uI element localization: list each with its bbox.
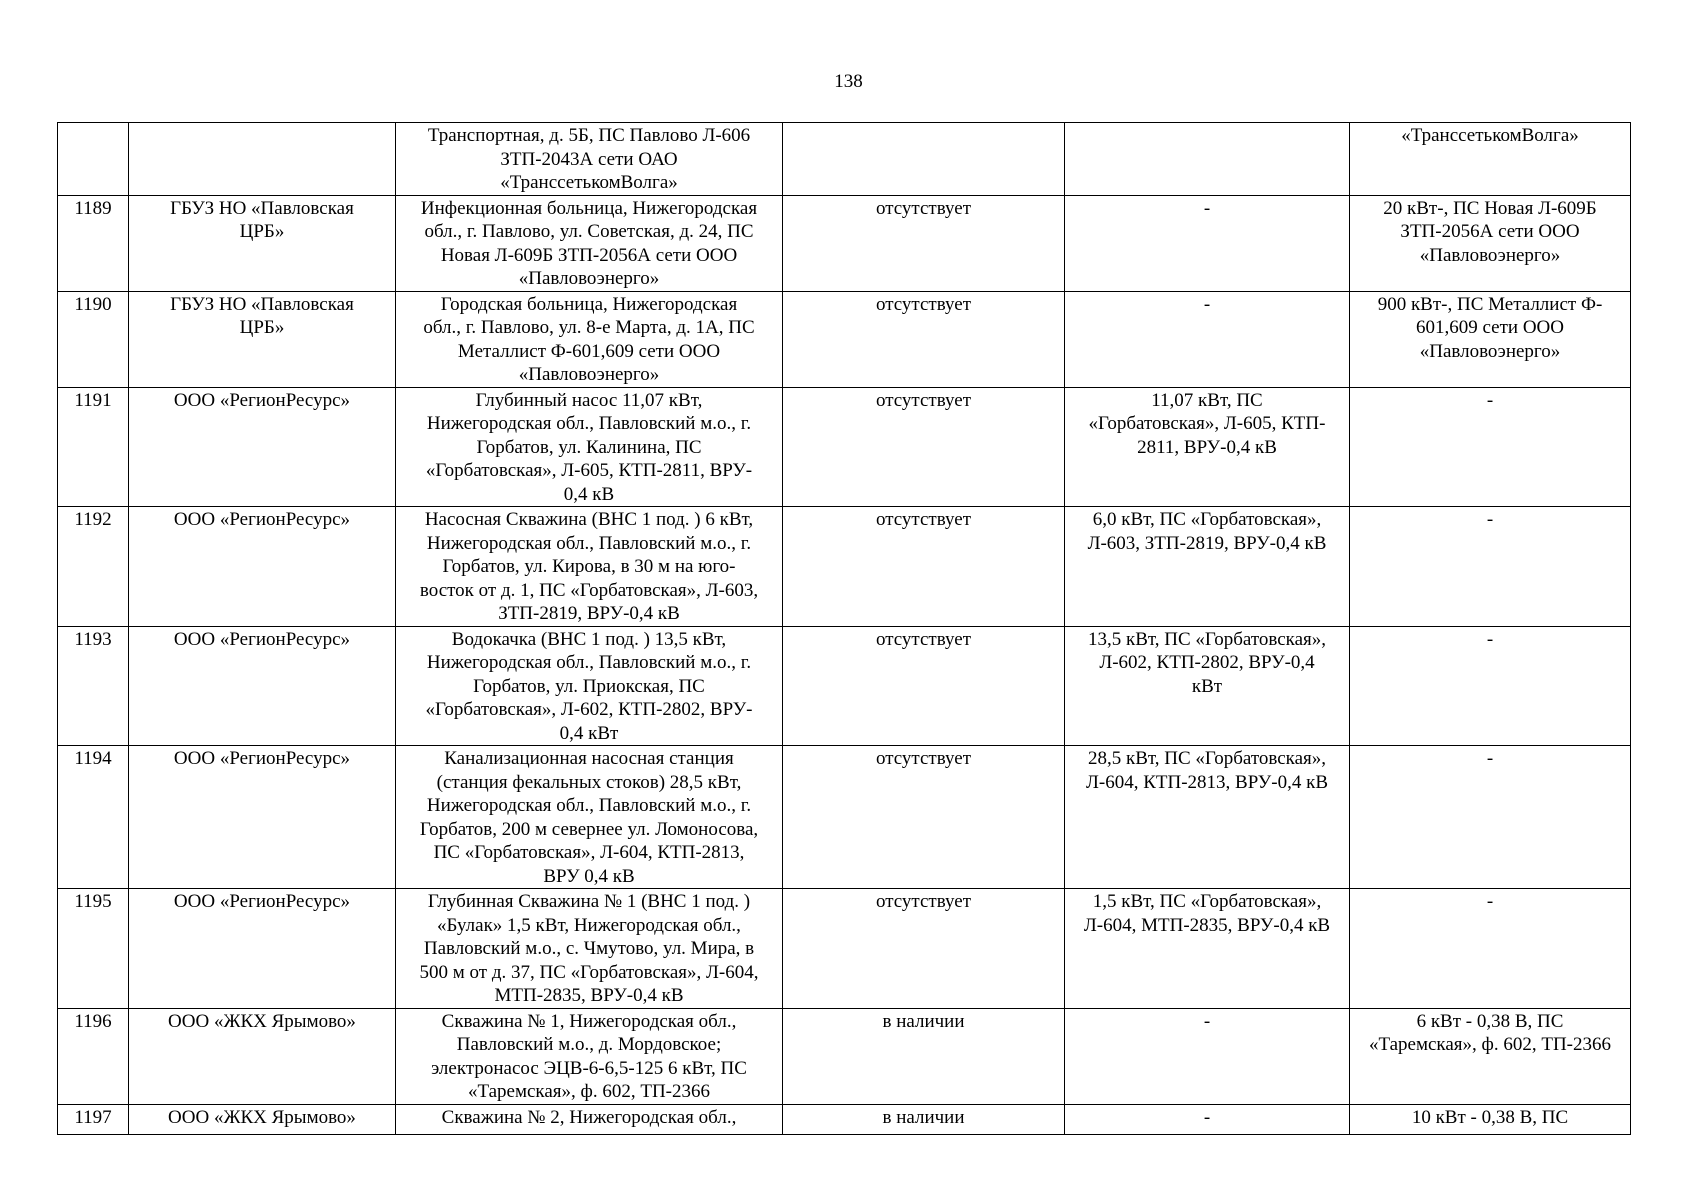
power-details: -: [1065, 1008, 1350, 1104]
row-number: 1197: [58, 1104, 129, 1134]
table-row: [58, 387, 1631, 507]
power-details: -: [1065, 195, 1350, 291]
row-number: 1194: [58, 746, 129, 889]
other-details: 900 кВт-, ПС Металлист Ф- 601,609 сети ООО «Павловоэнерго»: [1350, 291, 1631, 387]
power-details: 13,5 кВт, ПС «Горбатовская», Л-602, КТП-2802, ВРУ-0,4 кВт: [1065, 626, 1350, 746]
status: отсутствует: [783, 746, 1065, 889]
status: отсутствует: [783, 626, 1065, 746]
power-details: 1,5 кВт, ПС «Горбатовская», Л-604, МТП-2835, ВРУ-0,4 кВ: [1065, 889, 1350, 1009]
other-details: -: [1350, 507, 1631, 627]
status: отсутствует: [783, 291, 1065, 387]
table-row: [58, 195, 1631, 291]
organization: ООО «РегионРесурс»: [129, 626, 396, 746]
organization: ООО «ЖКХ Ярымово»: [129, 1008, 396, 1104]
status: в наличии: [783, 1104, 1065, 1134]
power-details: 6,0 кВт, ПС «Горбатовская», Л-603, ЗТП-2819, ВРУ-0,4 кВ: [1065, 507, 1350, 627]
object-description: Скважина № 2, Нижегородская обл.,: [396, 1104, 783, 1134]
power-details: [1065, 123, 1350, 196]
power-details: -: [1065, 1104, 1350, 1134]
other-details: 6 кВт - 0,38 В, ПС «Таремская», ф. 602, ТП-2366: [1350, 1008, 1631, 1104]
status: [783, 123, 1065, 196]
object-description: Канализационная насосная станция (станция фекальных стоков) 28,5 кВт, Нижегородская обл., Павловский м.о., г. Горбатов, 200 м севернее ул. Ломоносова, ПС «Горбатовская», Л-604, КТП-2813, ВРУ 0,4 кВ: [396, 746, 783, 889]
table-row: [58, 1104, 1631, 1134]
object-description: Транспортная, д. 5Б, ПС Павлово Л-606 ЗТП-2043А сети ОАО «ТранссетькомВолга»: [396, 123, 783, 196]
organization: ООО «РегионРесурс»: [129, 746, 396, 889]
status: отсутствует: [783, 387, 1065, 507]
row-number: 1195: [58, 889, 129, 1009]
table-row: [58, 626, 1631, 746]
row-number: 1196: [58, 1008, 129, 1104]
object-description: Водокачка (ВНС 1 под. ) 13,5 кВт, Нижегородская обл., Павловский м.о., г. Горбатов, ул. Приокская, ПС «Горбатовская», Л-602, КТП-2802, ВРУ- 0,4 кВт: [396, 626, 783, 746]
row-number: 1193: [58, 626, 129, 746]
organization: [129, 123, 396, 196]
table-row: [58, 746, 1631, 889]
object-description: Скважина № 1, Нижегородская обл., Павловский м.о., д. Мордовское; электронасос ЭЦВ-6-6,5-125 6 кВт, ПС «Таремская», ф. 602, ТП-2366: [396, 1008, 783, 1104]
table-row: [58, 123, 1631, 196]
table-row: [58, 1008, 1631, 1104]
organization: ГБУЗ НО «Павловская ЦРБ»: [129, 291, 396, 387]
organization: ООО «РегионРесурс»: [129, 387, 396, 507]
other-details: 20 кВт-, ПС Новая Л-609Б ЗТП-2056А сети ООО «Павловоэнерго»: [1350, 195, 1631, 291]
power-details: -: [1065, 291, 1350, 387]
table-row: [58, 291, 1631, 387]
status: отсутствует: [783, 507, 1065, 627]
object-description: Глубинный насос 11,07 кВт, Нижегородская обл., Павловский м.о., г. Горбатов, ул. Калинина, ПС «Горбатовская», Л-605, КТП-2811, ВРУ- 0,4 кВ: [396, 387, 783, 507]
object-description: Насосная Скважина (ВНС 1 под. ) 6 кВт, Нижегородская обл., Павловский м.о., г. Горбатов, ул. Кирова, в 30 м на юго- восток от д. 1, ПС «Горбатовская», Л-603, ЗТП-2819, ВРУ-0,4 кВ: [396, 507, 783, 627]
other-details: -: [1350, 746, 1631, 889]
power-details: 11,07 кВт, ПС «Горбатовская», Л-605, КТП- 2811, ВРУ-0,4 кВ: [1065, 387, 1350, 507]
organization: ООО «РегионРесурс»: [129, 889, 396, 1009]
page-number: 138: [834, 71, 863, 92]
other-details: «ТранссетькомВолга»: [1350, 123, 1631, 196]
row-number: 1190: [58, 291, 129, 387]
row-number: 1191: [58, 387, 129, 507]
power-details: 28,5 кВт, ПС «Горбатовская», Л-604, КТП-2813, ВРУ-0,4 кВ: [1065, 746, 1350, 889]
organization: ГБУЗ НО «Павловская ЦРБ»: [129, 195, 396, 291]
status: отсутствует: [783, 889, 1065, 1009]
other-details: -: [1350, 889, 1631, 1009]
row-number: 1192: [58, 507, 129, 627]
object-description: Инфекционная больница, Нижегородская обл., г. Павлово, ул. Советская, д. 24, ПС Новая Л-609Б ЗТП-2056А сети ООО «Павловоэнерго»: [396, 195, 783, 291]
object-description: Глубинная Скважина № 1 (ВНС 1 под. ) «Булак» 1,5 кВт, Нижегородская обл., Павловский м.о., с. Чмутово, ул. Мира, в 500 м от д. 37, ПС «Горбатовская», Л-604, МТП-2835, ВРУ-0,4 кВ: [396, 889, 783, 1009]
status: отсутствует: [783, 195, 1065, 291]
other-details: -: [1350, 626, 1631, 746]
table-row: [58, 889, 1631, 1009]
organization: ООО «ЖКХ Ярымово»: [129, 1104, 396, 1134]
other-details: 10 кВт - 0,38 В, ПС: [1350, 1104, 1631, 1134]
row-number: [58, 123, 129, 196]
object-description: Городская больница, Нижегородская обл., г. Павлово, ул. 8-е Марта, д. 1А, ПС Металлист Ф-601,609 сети ООО «Павловоэнерго»: [396, 291, 783, 387]
table-row: [58, 507, 1631, 627]
row-number: 1189: [58, 195, 129, 291]
other-details: -: [1350, 387, 1631, 507]
organization: ООО «РегионРесурс»: [129, 507, 396, 627]
status: в наличии: [783, 1008, 1065, 1104]
data-table: [57, 122, 1631, 1135]
